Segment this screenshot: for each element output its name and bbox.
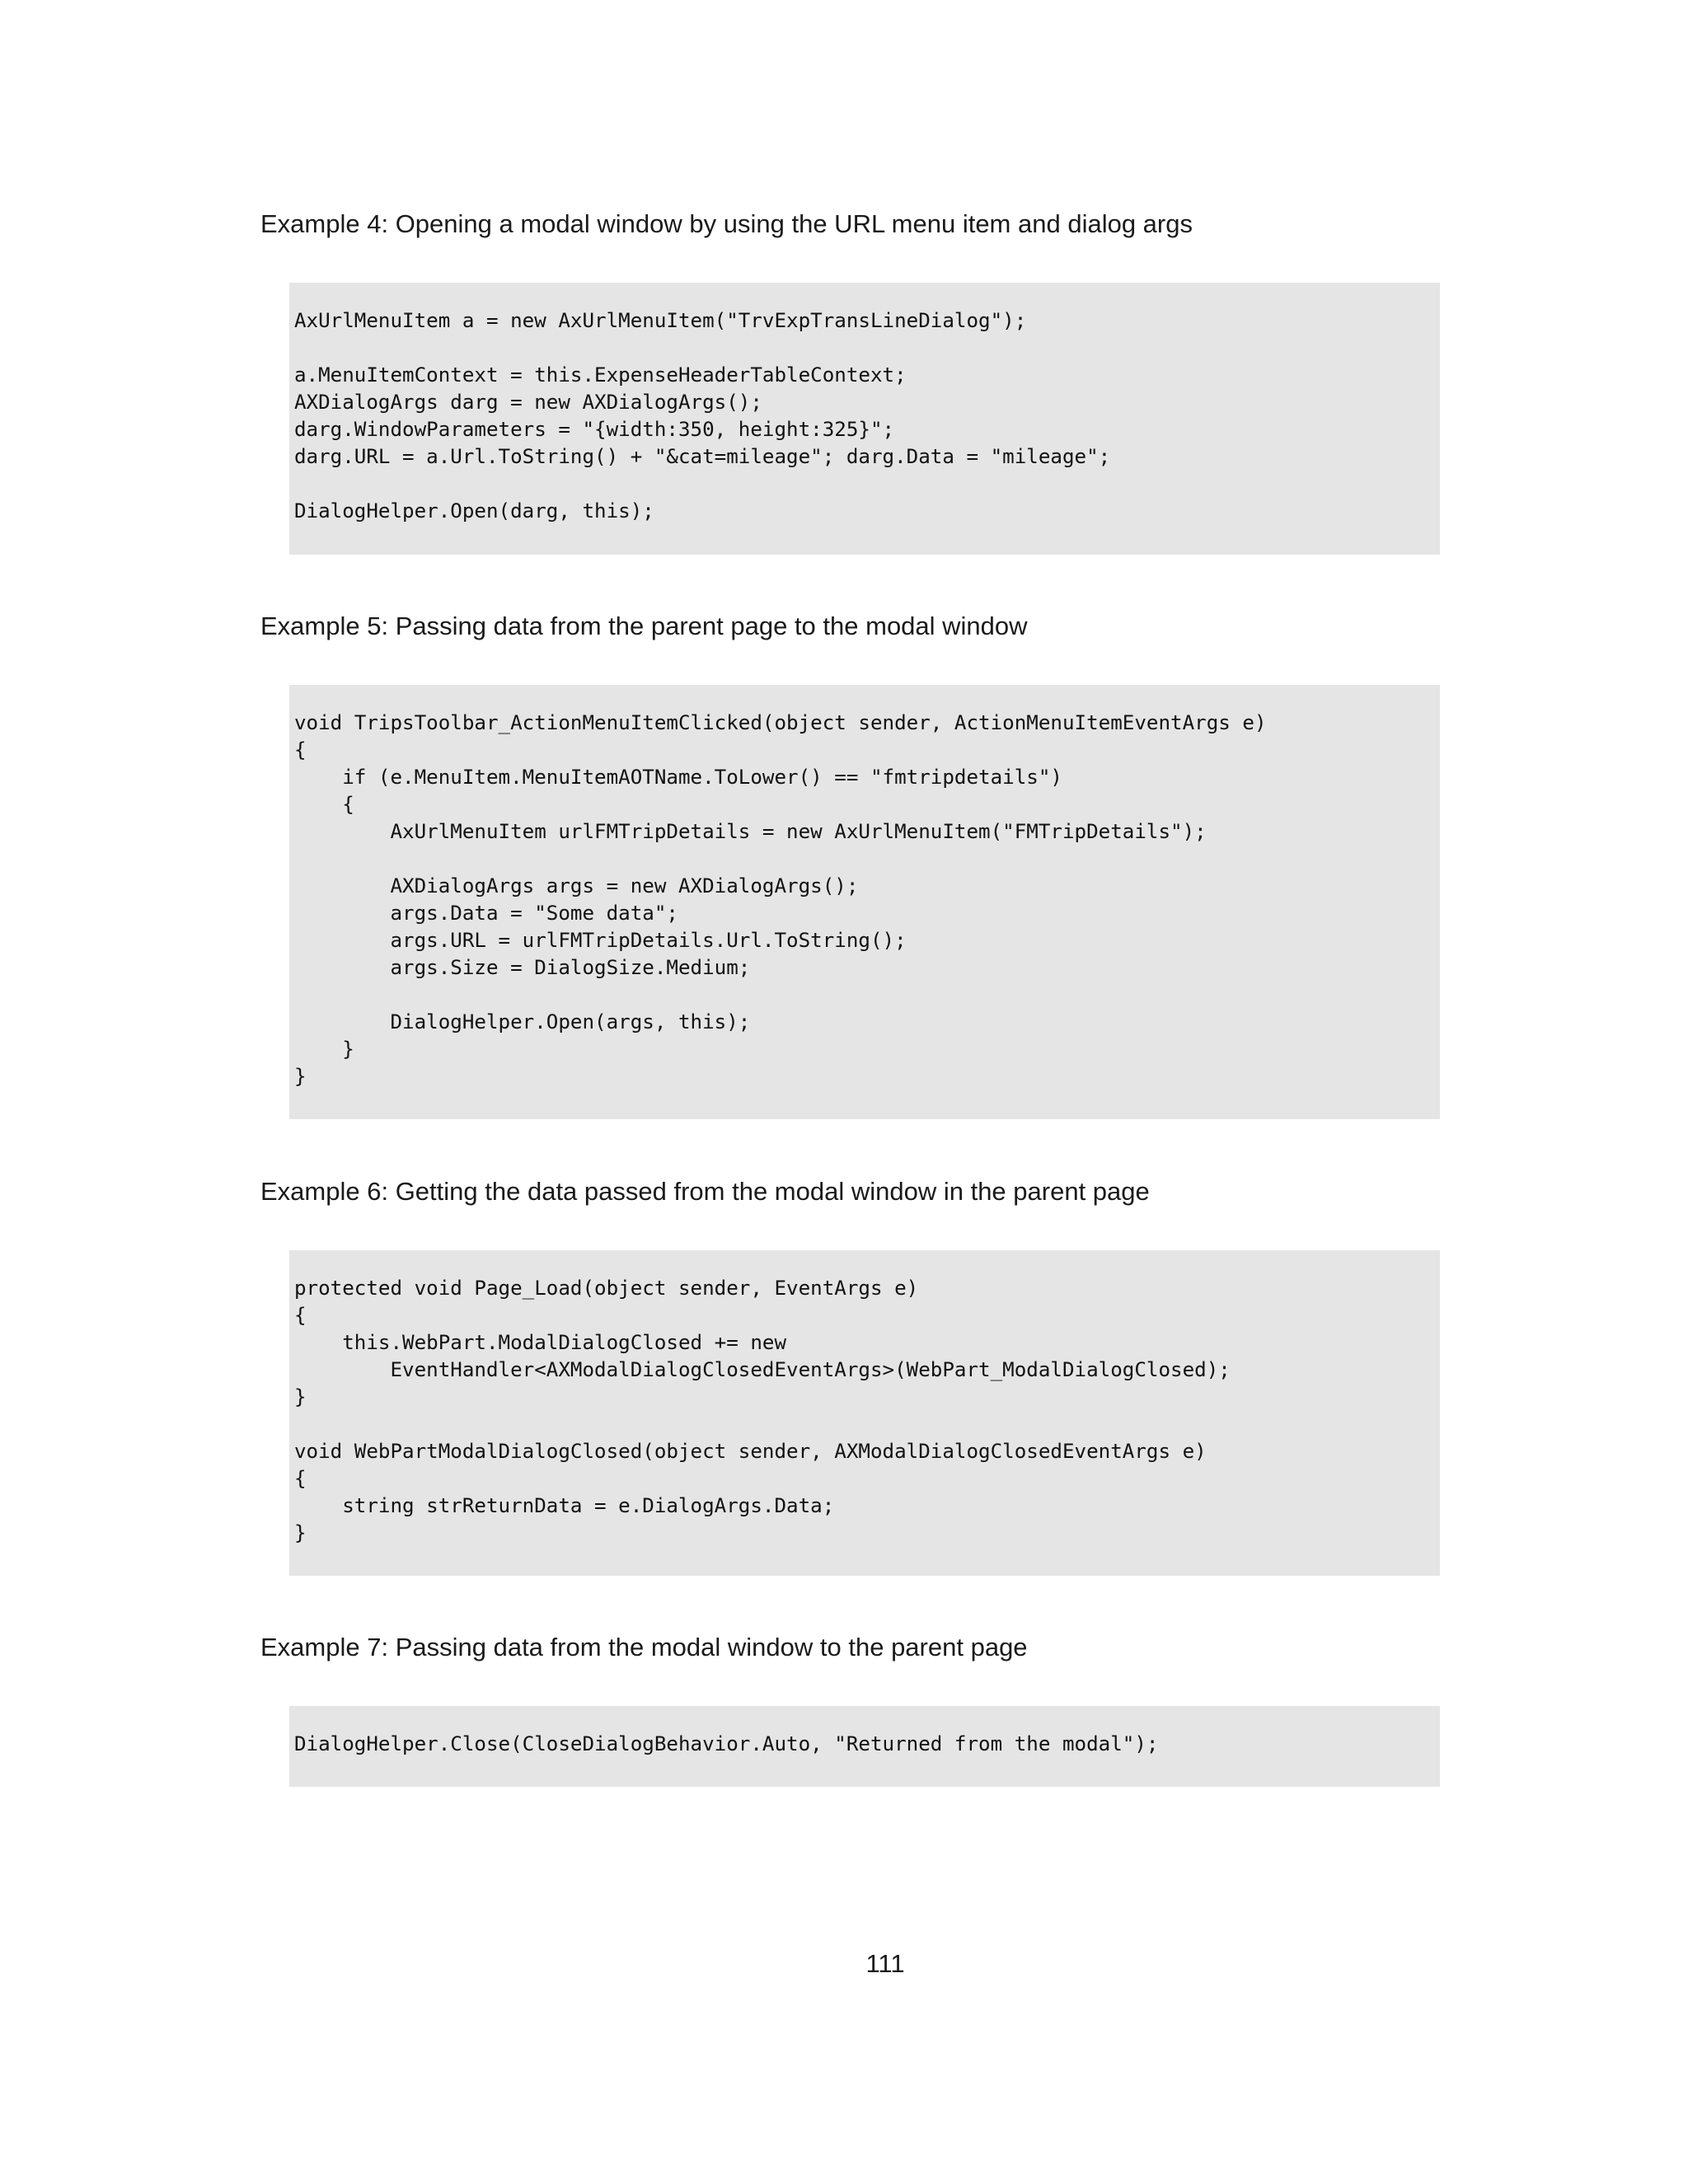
code-line: args.Data = "Some data"; [294, 902, 678, 925]
code-line [294, 471, 1440, 498]
code-line: } [294, 1038, 354, 1061]
code-line: { [294, 1467, 307, 1490]
code-line: AXDialogArgs darg = new AXDialogArgs(); [294, 391, 762, 414]
code-line: a.MenuItemContext = this.ExpenseHeaderTableContext; [294, 363, 907, 387]
code-listing [294, 710, 1440, 1090]
code-line: } [294, 1385, 307, 1408]
example-6-heading: Example 6: Getting the data passed from the modal window in the parent page [260, 1177, 1150, 1206]
code-line: void WebPartModalDialogClosed(object sender, AXModalDialogClosedEventArgs e) [294, 1440, 1207, 1463]
example-5-code-block [289, 685, 1440, 1119]
code-line: DialogHelper.Open(darg, this); [294, 499, 654, 523]
code-line: { [294, 1304, 307, 1327]
code-line [294, 1411, 1440, 1438]
code-line [294, 335, 1440, 362]
code-line: AXDialogArgs args = new AXDialogArgs(); [294, 874, 859, 898]
code-line: AxUrlMenuItem urlFMTripDetails = new AxUrlMenuItem("FMTripDetails"); [294, 820, 1207, 843]
code-line: args.URL = urlFMTripDetails.Url.ToString(); [294, 929, 907, 952]
code-line: } [294, 1521, 307, 1544]
page-number: 111 [865, 1949, 905, 1978]
example-7-code-block [289, 1706, 1440, 1787]
example-4-code-block [289, 283, 1440, 555]
code-line: if (e.MenuItem.MenuItemAOTName.ToLower() == "fmtripdetails") [294, 766, 1062, 789]
code-listing [294, 307, 1440, 525]
code-listing [294, 1275, 1440, 1547]
code-line: { [294, 738, 307, 762]
example-6-code-block [289, 1250, 1440, 1576]
example-5-heading: Example 5: Passing data from the parent page to the modal window [260, 612, 1028, 640]
code-line: DialogHelper.Close(CloseDialogBehavior.Auto, "Returned from the modal"); [294, 1732, 1159, 1755]
example-4-heading: Example 4: Opening a modal window by using the URL menu item and dialog args [260, 209, 1193, 238]
code-line: string strReturnData = e.DialogArgs.Data; [294, 1494, 835, 1517]
code-line: EventHandler<AXModalDialogClosedEventArgs>(WebPart_ModalDialogClosed); [294, 1358, 1231, 1381]
code-line: } [294, 1065, 307, 1088]
code-line: AxUrlMenuItem a = new AxUrlMenuItem("TrvExpTransLineDialog"); [294, 309, 1027, 332]
code-line: { [294, 793, 354, 816]
code-line: protected void Page_Load(object sender, EventArgs e) [294, 1277, 919, 1300]
code-listing [294, 1731, 1440, 1758]
code-line: args.Size = DialogSize.Medium; [294, 956, 751, 979]
code-line: this.WebPart.ModalDialogClosed += new [294, 1331, 787, 1354]
example-7-heading: Example 7: Passing data from the modal window to the parent page [260, 1633, 1028, 1661]
code-line: darg.URL = a.Url.ToString() + "&cat=mileage"; darg.Data = "mileage"; [294, 445, 1111, 468]
code-line: darg.WindowParameters = "{width:350, height:325}"; [294, 418, 895, 441]
code-line [294, 982, 1440, 1009]
code-line [294, 846, 1440, 873]
code-line: DialogHelper.Open(args, this); [294, 1010, 751, 1033]
code-line: void TripsToolbar_ActionMenuItemClicked(object sender, ActionMenuItemEventArgs e) [294, 711, 1267, 734]
